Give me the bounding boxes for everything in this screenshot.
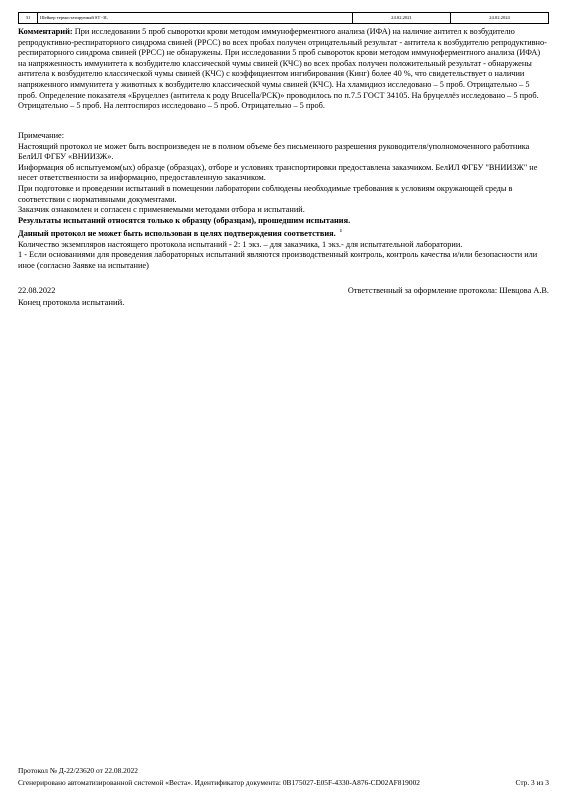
signature-date: 22.08.2022	[18, 286, 56, 295]
equipment-table	[18, 12, 549, 24]
footnote-text: 1 - Если основаниями для проведения лабораторных испытаний являются производственный контроль, контроль качества и/или безопасности или иное (согласно Заявке на испытание)	[18, 250, 538, 270]
note-customer-agreed: Заказчик ознакомлен и согласен с применяемыми методами отбора и испытаний.	[18, 205, 305, 215]
comment-text: При исследовании 5 проб сыворотки крови методом иммуноферментного анализа (ИФА) на наличие антител к возбудителю репродуктивно-респираторного синдрома свиней (РРСС) во всех пробах получен отрицательный результат - антитела к возбудителю репродуктивно-респираторного синдрома свиней (РРСС) не обнаружены. При исследовании 5 проб сывороток крови методом иммуноферментного анализа (ИФА) на напряженность иммунитета к возбудителю классической чумы свиней (КЧС) во всех пробах получен положительный результат - обнаружены антитела к возбудителю классической чумы свиней (КЧС) с коэффициентом ингибирования (Кинг) более 40 %, что свидетельствует о наличии напряженного иммунитета у животных к возбудителю классической чумы свиней (КЧС). На хламидиоз исследовано – 5 проб. Отрицательно – 5 проб. Определение показателя «Бруцеллез (антитела к роду Brucella/РСК)» проводилось по п.7.5 ГОСТ 34105. На бруцеллёз исследовано – 5 проб. Отрицательно – 5 проб. На лептоспироз исследовано – 5 проб. Отрицательно – 5 проб.	[18, 27, 547, 111]
footer-generated-text: Сгенерировано автоматизированной системой «Веста». Идентификатор документа: 0B175027-E05F-4330-A876-CD02AF819002	[18, 778, 420, 787]
note-copies: Количество экземпляров настоящего протокола испытаний - 2: 1 экз. – для заказчика, 1 экз.- для испытательной лаборатории.	[18, 239, 463, 249]
note-reproduction: Настоящий протокол не может быть воспроизведен не в полном объеме без письменного разрешения руководителя/уполномоченного работника БелИЛ ФГБУ «ВНИИЗЖ».	[18, 141, 530, 162]
date-end: 24.02.2024	[451, 13, 549, 24]
note-customer-info: Информация об испытуемом(ых) образце (образцах), отборе и условиях транспортировки предоставлена заказчиком. БелИЛ ФГБУ "ВНИИЗЖ" не несет ответственности за информацию, предоставленную заказчиком.	[18, 162, 538, 183]
note-no-conformity	[18, 226, 549, 239]
row-number: 31	[19, 13, 38, 24]
equipment-name: Шейкер термостатируемый ST -3L	[38, 13, 353, 24]
responsible-person: Ответственный за оформление протокола: Шевцова А.В.	[347, 286, 549, 295]
footnote-mark: 1	[339, 228, 342, 234]
notes-section	[18, 131, 549, 271]
footer-protocol-number: Протокол № Д-22/23620 от 22.08.2022	[18, 766, 138, 775]
notes-title: Примечание:	[18, 131, 65, 140]
comment-label: Комментарий:	[18, 27, 73, 36]
comment-section	[18, 27, 549, 112]
table-row	[19, 13, 549, 24]
note-no-conformity-text: Данный протокол не может быть использован в целях подтверждения соответствия.	[18, 229, 336, 239]
note-conditions: При подготовке и проведении испытаний в помещении лаборатории соблюдены необходимые требования к условиям окружающей среды в соответствии с нормативными документами.	[18, 183, 513, 204]
footer-generated	[18, 778, 549, 787]
note-results-scope: Результаты испытаний относятся только к образцу (образцам), прошедшим испытания.	[18, 215, 351, 225]
end-of-protocol: Конец протокола испытаний.	[18, 297, 125, 307]
date-start: 24.02.2021	[353, 13, 451, 24]
page-number: Стр. 3 из 3	[515, 778, 549, 787]
